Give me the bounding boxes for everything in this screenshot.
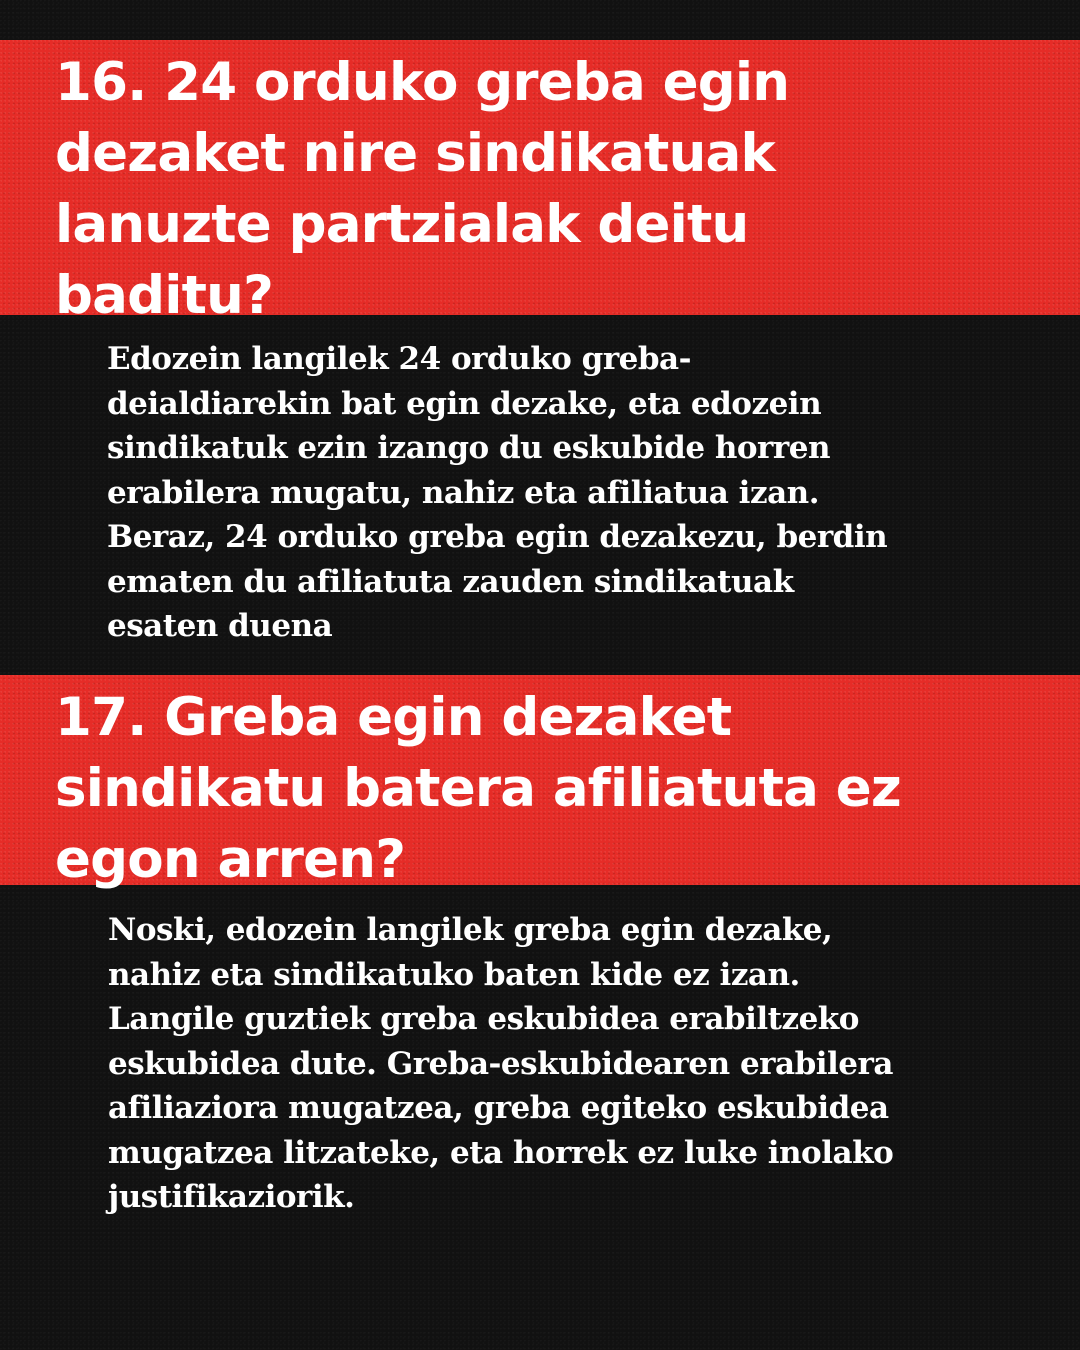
- question-17: 17. Greba egin dezaket sindikatu batera afiliatuta ez egon arren?: [55, 687, 901, 890]
- question-banner-16: [0, 40, 1080, 326]
- question-banner-17: [0, 675, 1080, 890]
- answer-17: Noski, edozein langilek greba egin dezake, nahiz eta sindikatuko baten kide ez izan. Langile guztiek greba eskubidea erabiltzeko eskubidea dute. Greba-eskubidearen erabilera afiliaziora mugatzea, greba egiteko eskubidea mugatzea litzateke, eta horrek ez luke inolako justifikaziorik.: [108, 912, 894, 1215]
- answer-16: Edozein langilek 24 orduko greba- deialdiarekin bat egin dezake, eta edozein sindikatuk ezin izango du eskubide horren erabilera mugatu, nahiz eta afiliatua izan. Beraz, 24 orduko greba egin dezakezu, berdin ematen du afiliatuta zauden sindikatuak esaten duena: [107, 341, 888, 644]
- question-16: 16. 24 orduko greba egin dezaket nire sindikatuak lanuzte partzialak deitu baditu?: [55, 52, 790, 326]
